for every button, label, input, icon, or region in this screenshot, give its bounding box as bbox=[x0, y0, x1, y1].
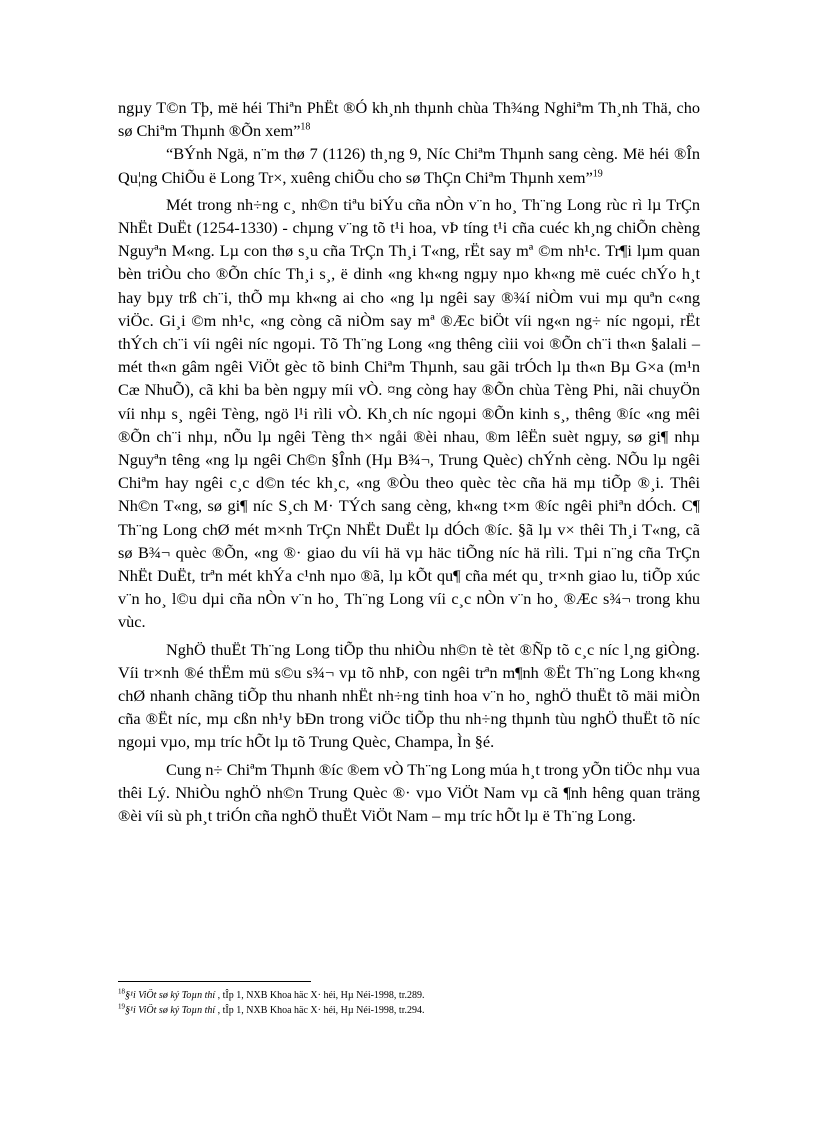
body-text bbox=[118, 96, 700, 827]
paragraph-3 bbox=[118, 193, 700, 634]
footnote-source-title: §¹i ViÖt sø ký Toµn thí bbox=[125, 990, 216, 1001]
paragraph-text: “BÝnh Ngä, n¨m thø 7 (1126) th¸ng 9, Níc Chiªm Thµnh sang cèng. Më héi ®În Qu¦ng ChiÕu ë Long Tr×, xuêng chiÕu cho sø ThÇn Chiªm Thµnh xem” bbox=[118, 144, 700, 187]
footnote-mark: 18 bbox=[118, 987, 125, 996]
footnote-mark: 19 bbox=[118, 1002, 125, 1011]
footnote-source-title: §¹i ViÖt sø ký Toµn thí bbox=[125, 1005, 216, 1016]
footnote-18 bbox=[118, 988, 700, 1003]
footnote-details: , tÎp 1, NXB Khoa häc X· héi, Hµ Néi-1998, tr.294. bbox=[215, 1005, 425, 1016]
paragraph-1 bbox=[118, 96, 700, 142]
paragraph-4 bbox=[118, 638, 700, 754]
footnote-separator bbox=[118, 981, 311, 982]
paragraph-text: Mét trong nh÷ng c¸ nh©n tiªu biÝu cña nÒn v¨n ho¸ Th¨ng Long rùc rì lµ TrÇn NhËt DuËt (1254-1330) - chµng v¨ng tõ t¹i hoa, vÞ tíng t¹i cña cuéc kh¸ng chiÕn chèng Nguyªn M«ng. Lµ con thø s¸u cña TrÇn Th¸i T«ng, rËt say mª ©m nh¹c. Tr¶i lµm quan bèn triÒu cho ®Õn chíc Th¸i s¸, ë dinh «ng kh«ng ngµy nµo kh«ng më cuéc chÝo h¸t hay bµy trß ch¨i, thÕ mµ kh«ng ai cho «ng lµ ngêi say ®¾í niÒm vui mµ quªn c«ng viÖc. Gi¸i ©m nh¹c, «ng còng cã niÒm say mª ®Æc biÖt víi ng«n ng÷ níc ngoµi, rËt thÝch ch¨i víi ngêi níc ngoµi. Tõ Th¨ng Long «ng thêng cìii voi ®Õn ch¨i th«n §alali – mét th«n gâm ngêi ViÖt gèc tõ binh Chiªm Thµnh, sau gãi trÓch lµ th«n Bµ G×a (m¹n Cæ NhuÕ), cã khi ba bèn ngµy míi vÒ. ¤ng còng hay ®Õn chùa Tèng Phi, nãi chuyÖn víi nhµ s¸ ngêi Tèng, ngö l¹i rìli vÒ. Kh¸ch níc ngoµi ®Õn kinh s¸, thêng ®íc «ng mêi ®Õn ch¨i nhµ, nÕu lµ ngêi Tèng th× ngåi ®èi nhau, ®m lêËn suèt ngµy, sø gi¶ nhµ Nguyªn têng «ng lµ ngêi Ch©n §Înh (Hµ B¾¬, Trung Quèc) chÝnh cèng. NÕu lµ ngêi Chiªm hay ngêi c¸c d©n téc kh¸c, «ng ®Òu theo quèc tèc cña hä mµ tiÕp ®¸i. Thêi Nh©n T«ng, sø gi¶ níc S¸ch M· TÝch sang cèng, kh«ng t×m ®íc ngêi phiªn dÓch. C¶ Th¨ng Long chØ mét m×nh TrÇn NhËt DuËt lµ dÓch ®íc. §ã lµ v× thêi Th¸i T«ng, cã sø B¾¬ quèc ®Õn, «ng ®· giao du víi hä vµ häc tiÕng níc hä rìli. Tµi n¨ng cña TrÇn NhËt DuËt, trªn mét khÝa c¹nh nµo ®ã, lµ kÕt qu¶ cña mét qu¸ tr×nh giao lu, tiÕp xúc v¨n ho¸ l©u dµi cña nÒn v¨n ho¸ Th¨ng Long víi c¸c nÒn v¨n ho¸ ®Æc s¾¬ trong khu vùc. bbox=[118, 194, 700, 632]
footnote-19 bbox=[118, 1003, 700, 1018]
paragraph-text: Cung n÷ Chiªm Thµnh ®íc ®em vÒ Th¨ng Long múa h¸t trong yÕn tiÖc nhµ vua thêi Lý. NhiÒu nghÖ nh©n Trung Quèc ®· vµo ViÖt Nam vµ cã ¶nh hêng quan träng ®èi víi sù ph¸t triÓn cña nghÖ thuËt ViÖt Nam – mµ tríc hÕt lµ ë Th¨ng Long. bbox=[118, 759, 700, 826]
footnote-details: , tÎp 1, NXB Khoa häc X· héi, Hµ Néi-1998, tr.289. bbox=[215, 990, 425, 1001]
paragraph-text: NghÖ thuËt Th¨ng Long tiÕp thu nhiÒu nh©n tè tèt ®Ñp tõ c¸c níc l¸ng giÒng. Víi tr×nh ®é thËm mü s©u s¾¬ vµ tõ nhÞ, con ngêi trªn m¶nh ®Ët Th¨ng Long kh«ng chØ nhanh chãng tiÕp thu nhanh nhËt nh÷ng tinh hoa v¨n ho¸ nghÖ thuËt tõ mäi miÒn cña ®Ët níc, mµ cßn nh¹y bÐn trong viÖc tiÕp thu nh÷ng thµnh tùu nghÖ thuËt tõ níc ngoµi vµo, mµ tríc hÕt lµ tõ Trung Quèc, Champa, Ìn §é. bbox=[118, 639, 700, 752]
footnotes bbox=[118, 988, 700, 1018]
paragraph-5 bbox=[118, 758, 700, 828]
paragraph-2 bbox=[118, 142, 700, 188]
footnote-ref-18: 18 bbox=[300, 121, 311, 133]
footnote-ref-19: 19 bbox=[592, 168, 603, 180]
paragraph-text: ngµy T©n Tþ, më héi Thiªn PhËt ®Ó kh¸nh thµnh chùa Th¾ng Nghiªm Th¸nh Thä, cho sø Chiªm Thµnh ®Õn xem” bbox=[118, 98, 700, 141]
